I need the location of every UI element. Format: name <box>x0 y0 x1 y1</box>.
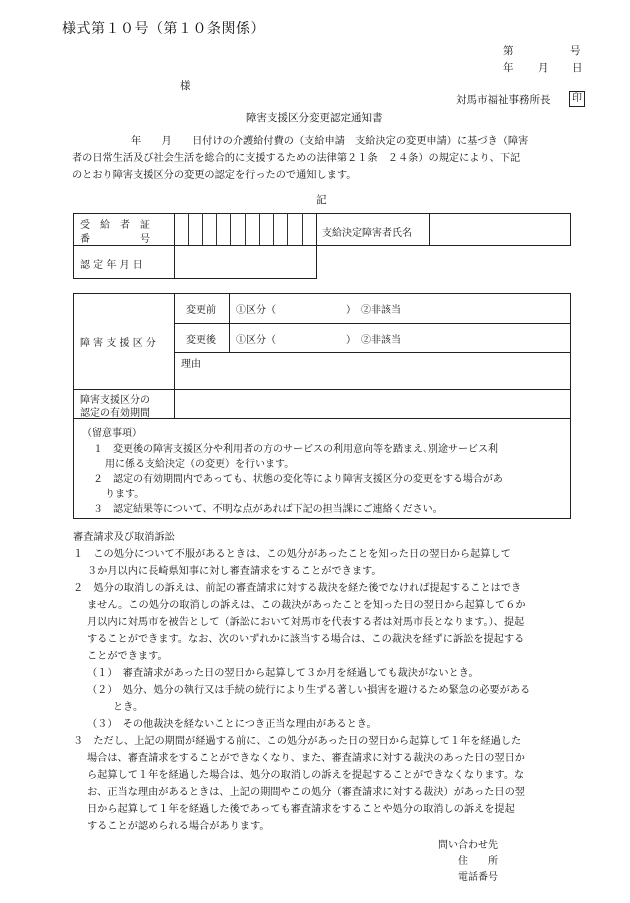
recipient-name-field[interactable] <box>430 214 570 245</box>
appeal-p3-line-2: 場合は、審査請求をすることができなくなり、また、審査請求に対する裁決のあった日の翌日か <box>87 753 525 764</box>
support-category-label: 障 害 支 援 区 分 <box>80 338 156 349</box>
recipient-number-label-top: 受 給 者 証 <box>80 220 150 231</box>
appeal-p3-line-4: お、正当な理由があるときは、上記の期間やこの処分（審査請求に対する裁決）があった日の翌 <box>87 787 525 798</box>
appeal-p3-line-1: ３ ただし、上記の期間が経過する前に、この処分があった日の翌日から起算して１年を経過した <box>73 736 522 747</box>
contact-label: 問い合わせ先 <box>438 840 498 851</box>
appeal-p1-line-1: １ この処分について不服があるときは、この処分があったことを知った日の翌日から起算して <box>73 549 511 560</box>
appeal-p2-line-3: 月以内に対馬市を被告として（訴訟において対馬市を代表する者は対馬市長となります。）、提起 <box>87 617 525 628</box>
reason-label: 理由 <box>181 359 201 370</box>
appeal-sub-3: （３） その他裁決を経ないことにつき正当な理由があるとき。 <box>87 719 377 730</box>
note-3: ３ 認定結果等について、不明な点があれば下記の担当課にご連絡ください。 <box>93 504 443 515</box>
sender-name: 対馬市福祉事務所長 <box>456 94 551 106</box>
before-change-label: 変更前 <box>186 305 216 316</box>
intro-line-3: のとおり障害支援区分の変更の認定を行ったので通知します。 <box>72 170 357 181</box>
appeal-p3-line-3: ら起算して１年を経過した場合は、処分の取消しの訴えを提起することができなくなります。な <box>87 770 525 781</box>
before-change-value: ①区分（ ） ②非該当 <box>236 305 401 316</box>
validity-period-label-2: 認定の有効期間 <box>80 408 150 419</box>
note-2-line-1: ２ 認定の有効期間内であっても、状態の変化等により障害支援区分の変更をする場合があ <box>93 474 503 485</box>
reason-field[interactable] <box>175 368 570 388</box>
appeal-p2-line-1: ２ 処分の取消しの訴えは、前記の審査請求に対する裁決を経た後でなければ提起することはでき <box>73 583 522 594</box>
note-2-line-2: ります。 <box>105 489 145 500</box>
approval-date-field[interactable] <box>175 246 316 278</box>
appeal-sub-2-line-1: （２） 処分、処分の執行又は手続の続行により生ずる著しい損害を避けるため緊急の必要がある <box>87 685 531 696</box>
appeal-heading: 審査請求及び取消訴訟 <box>73 532 175 543</box>
recipient-number-label-bottom: 番 号 <box>80 234 150 245</box>
date-year-label: 年 <box>503 62 514 74</box>
after-change-value: ①区分（ ） ②非該当 <box>236 335 401 346</box>
recipient-number-digit-cell[interactable] <box>175 214 188 245</box>
validity-period-label-1: 障害支援区分の <box>80 395 150 406</box>
document-number-prefix: 第 <box>503 45 514 57</box>
seal-stamp: 印 <box>569 91 585 107</box>
date-day-label: 日 <box>572 62 583 74</box>
approval-date-label: 認 定 年 月 日 <box>80 260 143 271</box>
appeal-p3-line-6: することが認められる場合があります。 <box>87 821 270 832</box>
ki-label: 記 <box>316 194 327 206</box>
contact-phone-label: 電話番号 <box>458 872 498 883</box>
intro-line-2: 者の日常生活及び社会生活を総合的に支援するための法律第２１条 ２４条）の規定により、下記 <box>72 153 521 164</box>
intro-line-1: 年 月 日付けの介護給付費の（支給申請 支給決定の変更申請）に基づき（障害 <box>131 136 529 147</box>
date-month-label: 月 <box>538 62 549 74</box>
appeal-p2-line-2: ません。この処分の取消しの訴えは、この裁決があったことを知った日の翌日から起算して６か <box>87 600 526 611</box>
document-title: 障害支援区分変更認定通知書 <box>246 112 383 124</box>
addressee-suffix: 様 <box>180 80 191 92</box>
appeal-p2-line-5: ことができます。 <box>87 651 168 662</box>
document-number-suffix: 号 <box>570 45 581 57</box>
appeal-p2-line-4: することができます。なお、次のいずれかに該当する場合は、この裁決を経ずに訴訟を提起する <box>87 634 525 645</box>
validity-period-field[interactable] <box>175 390 570 418</box>
appeal-sub-2-line-2: とき。 <box>113 702 144 713</box>
form-number: 様式第１０号（第１０条関係） <box>62 21 265 37</box>
after-change-label: 変更後 <box>186 335 216 346</box>
contact-address-label: 住 所 <box>458 856 498 867</box>
recipient-name-label: 支給決定障害者氏名 <box>322 228 412 239</box>
appeal-sub-1: （１） 審査請求があった日の翌日から起算して３か月を経過しても裁決がないとき。 <box>87 668 479 679</box>
note-1-line-2: 用に係る支給決定（の変更）を行います。 <box>105 459 295 470</box>
appeal-p3-line-5: 日から起算して１年を経過した後であっても審査請求をすることや処分の取消しの訴えを提起 <box>87 804 515 815</box>
appeal-p1-line-2: ３か月以内に長崎県知事に対し審査請求をすることができます。 <box>87 566 382 577</box>
notes-title: （留意事項） <box>82 428 142 439</box>
note-1-line-1: １ 変更後の障害支援区分や利用者の方のサービスの利用意向等を踏まえ､別途サービス利 <box>93 444 498 455</box>
